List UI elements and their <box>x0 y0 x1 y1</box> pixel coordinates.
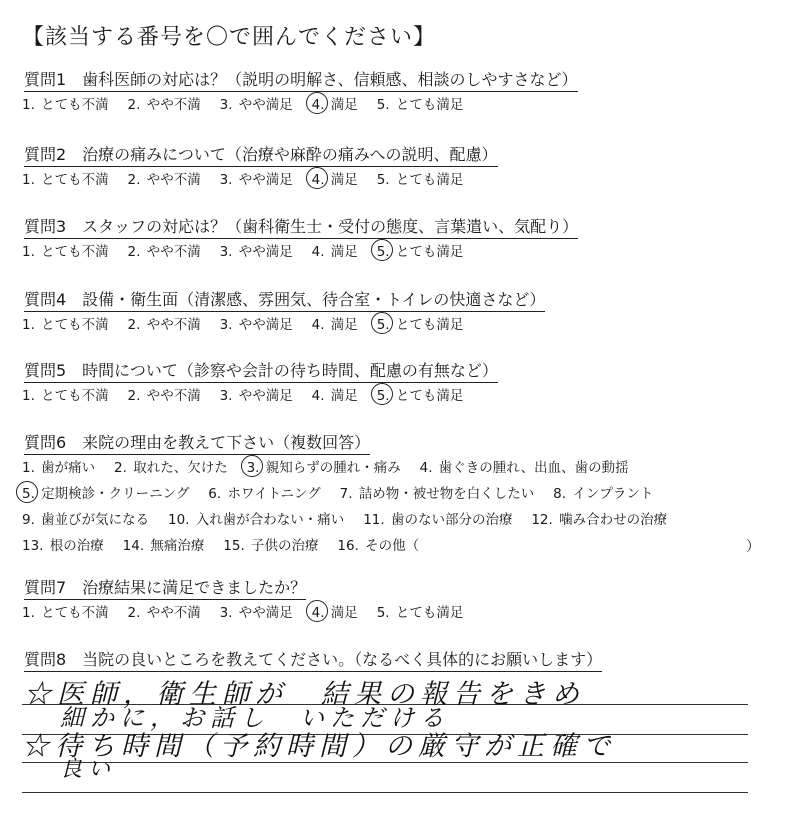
q4-option-5-label: 5. とても満足 <box>376 317 464 333</box>
q2-option-2[interactable]: 2. やや不満 <box>127 172 201 188</box>
question-1-options <box>22 96 463 114</box>
q3-option-5[interactable] <box>377 243 464 261</box>
q6-option-3-label: 3. 親知らずの腫れ・痛み <box>246 460 401 476</box>
q4-option-1[interactable]: 1. とても不満 <box>22 317 109 333</box>
q5-option-2[interactable]: 2. やや不満 <box>127 388 201 404</box>
q5-option-5[interactable] <box>377 387 464 405</box>
question-6-title: 質問6 来院の理由を教えて下さい（複数回答） <box>24 433 370 455</box>
question-6-row-3 <box>22 511 667 529</box>
answer-line-4 <box>22 792 748 793</box>
q7-option-5[interactable]: 5. とても満足 <box>376 605 464 621</box>
q6-option-10[interactable]: 10. 入れ歯が合わない・痛い <box>168 512 345 528</box>
selection-circle-mark <box>16 481 38 503</box>
question-1 <box>24 70 578 92</box>
q6-option-14[interactable]: 14. 無痛治療 <box>122 538 205 554</box>
q6-option-3[interactable] <box>247 459 401 477</box>
selection-circle-mark <box>306 92 328 114</box>
handwritten-line-4: 良い <box>60 757 117 782</box>
q6-option-13[interactable]: 13. 根の治療 <box>22 538 104 554</box>
q2-option-1[interactable]: 1. とても不満 <box>22 172 109 188</box>
question-6 <box>24 433 370 455</box>
q6-option-7[interactable]: 7. 詰め物・被せ物を白くしたい <box>339 486 535 502</box>
q1-option-4-label: 4. 満足 <box>311 97 358 113</box>
q6-option-11[interactable]: 11. 歯のない部分の治療 <box>363 512 513 528</box>
selection-circle-mark <box>306 167 328 189</box>
q4-option-4[interactable]: 4. 満足 <box>311 317 358 333</box>
selection-circle-mark <box>241 455 263 477</box>
question-5-title: 質問5 時間について（診察や会計の待ち時間、配慮の有無など） <box>24 361 498 383</box>
q7-option-4-label: 4. 満足 <box>311 605 358 621</box>
question-6-row-4 <box>22 537 419 555</box>
q4-option-2[interactable]: 2. やや不満 <box>127 317 201 333</box>
q6-option-4[interactable]: 4. 歯ぐきの腫れ、出血、歯の動揺 <box>419 460 629 476</box>
q6-option-9[interactable]: 9. 歯並びが気になる <box>22 512 150 528</box>
q3-option-3[interactable]: 3. やや満足 <box>219 244 293 260</box>
selection-circle-mark <box>371 312 393 334</box>
q6-option-6[interactable]: 6. ホワイトニング <box>208 486 321 502</box>
question-5-options <box>22 387 463 405</box>
q1-option-5[interactable]: 5. とても満足 <box>376 97 464 113</box>
q1-option-1[interactable]: 1. とても不満 <box>22 97 109 113</box>
handwritten-line-2: 細かに，お話し いただける <box>60 704 450 732</box>
q6-other-close-paren: ） <box>746 539 760 555</box>
selection-circle-mark <box>306 600 328 622</box>
q6-option-16[interactable]: 16. その他（ <box>337 538 420 554</box>
question-2 <box>24 145 498 167</box>
q4-option-3[interactable]: 3. やや満足 <box>219 317 293 333</box>
q5-option-3[interactable]: 3. やや満足 <box>219 388 293 404</box>
question-8-title: 質問8 当院の良いところを教えてください。（なるべく具体的にお願いします） <box>24 650 602 672</box>
q7-option-2[interactable]: 2. やや不満 <box>127 605 201 621</box>
question-4 <box>24 290 545 312</box>
question-3-options <box>22 243 463 261</box>
q3-option-5-label: 5. とても満足 <box>376 244 464 260</box>
q2-option-5[interactable]: 5. とても満足 <box>376 172 464 188</box>
handwritten-line-1: ☆医師，衛生師が 結果の報告をきめ <box>24 679 585 710</box>
q5-option-4[interactable]: 4. 満足 <box>311 388 358 404</box>
q6-option-15[interactable]: 15. 子供の治療 <box>223 538 319 554</box>
question-1-title: 質問1 歯科医師の対応は？（説明の明解さ、信頼感、相談のしやすさなど） <box>24 70 578 92</box>
question-7-options <box>22 604 463 622</box>
q1-option-2[interactable]: 2. やや不満 <box>127 97 201 113</box>
q2-option-4-label: 4. 満足 <box>311 172 358 188</box>
q2-option-3[interactable]: 3. やや満足 <box>219 172 293 188</box>
question-4-title: 質問4 設備・衛生面（清潔感、雰囲気、待合室・トイレの快適さなど） <box>24 290 545 312</box>
q3-option-2[interactable]: 2. やや不満 <box>127 244 201 260</box>
question-8 <box>24 650 602 672</box>
question-2-title: 質問2 治療の痛みについて（治療や麻酔の痛みへの説明、配慮） <box>24 145 498 167</box>
q5-option-1[interactable]: 1. とても不満 <box>22 388 109 404</box>
question-7 <box>24 578 306 600</box>
q6-option-1[interactable]: 1. 歯が痛い <box>22 460 96 476</box>
question-3-title: 質問3 スタッフの対応は？（歯科衛生士・受付の態度、言葉遣い、気配り） <box>24 217 578 239</box>
question-3 <box>24 217 578 239</box>
question-6-row-1 <box>22 459 629 477</box>
question-6-row-2 <box>22 485 653 503</box>
q7-option-3[interactable]: 3. やや満足 <box>219 605 293 621</box>
selection-circle-mark <box>371 383 393 405</box>
q6-option-12[interactable]: 12. 噛み合わせの治療 <box>531 512 668 528</box>
q1-option-4[interactable] <box>312 96 358 114</box>
selection-circle-mark <box>371 239 393 261</box>
q7-option-1[interactable]: 1. とても不満 <box>22 605 109 621</box>
q6-option-8[interactable]: 8. インプラント <box>553 486 654 502</box>
q7-option-4[interactable] <box>312 604 358 622</box>
handwritten-line-3: ☆待ち時間（予約時間）の厳守が正確で <box>22 731 616 762</box>
q3-option-4[interactable]: 4. 満足 <box>311 244 358 260</box>
q6-option-2[interactable]: 2. 取れた、欠けた <box>114 460 228 476</box>
q6-option-5-label: 5. 定期検診・クリーニング <box>22 486 190 502</box>
q4-option-5[interactable] <box>377 316 464 334</box>
question-2-options <box>22 171 463 189</box>
page-header: 【該当する番号を〇で囲んでください】 <box>22 25 437 50</box>
q2-option-4[interactable] <box>312 171 358 189</box>
q3-option-1[interactable]: 1. とても不満 <box>22 244 109 260</box>
q5-option-5-label: 5. とても満足 <box>376 388 464 404</box>
question-7-title: 質問7 治療結果に満足できましたか？ <box>24 578 306 600</box>
q6-option-5[interactable] <box>22 485 189 503</box>
question-4-options <box>22 316 463 334</box>
question-5 <box>24 361 498 383</box>
q1-option-3[interactable]: 3. やや満足 <box>219 97 293 113</box>
